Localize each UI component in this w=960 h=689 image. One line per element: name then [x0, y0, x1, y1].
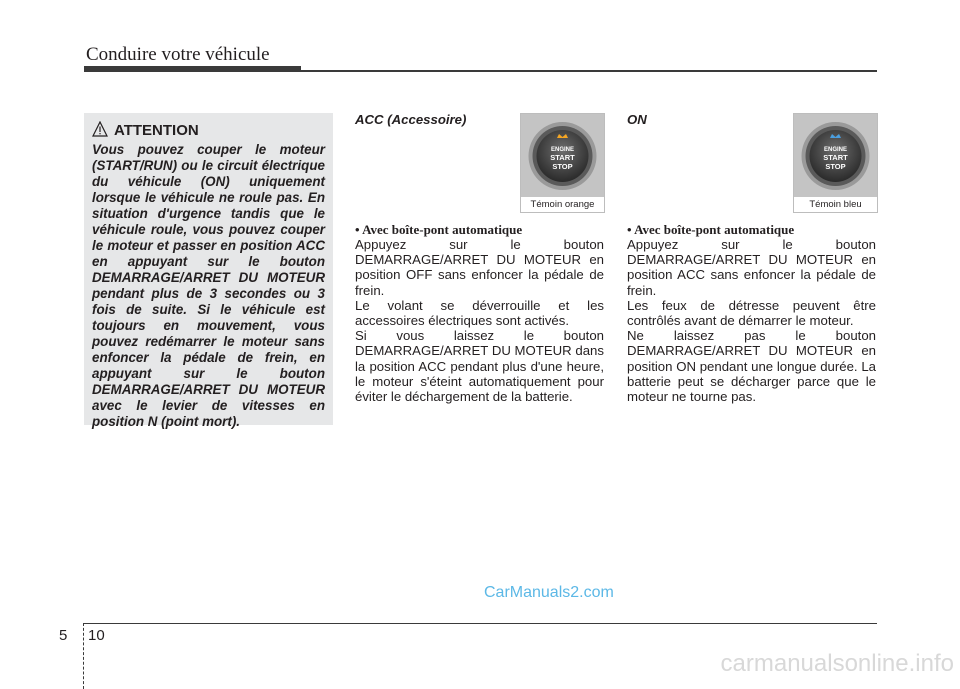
on-section-title: ON	[627, 112, 647, 127]
footer-rule	[84, 623, 877, 624]
acc-photo-caption: Témoin orange	[521, 197, 604, 212]
page-header-title: Conduire votre véhicule	[86, 44, 270, 65]
acc-paragraph: Appuyez sur le bouton DEMARRAGE/ARRET DU MOTEUR en position OFF sans enfoncer la pédale de frein.	[355, 237, 604, 298]
button-text-start: START	[550, 153, 575, 162]
button-text-engine: ENGINE	[550, 147, 575, 153]
acc-body	[355, 237, 604, 404]
on-paragraph: Les feux de détresse peuvent être contrôlés avant de démarrer le moteur.	[627, 297, 876, 329]
on-bullet: • Avec boîte-pont automatique	[627, 222, 795, 237]
warning-title: ATTENTION	[114, 122, 199, 139]
on-paragraph: Ne laissez pas le bouton DEMARRAGE/ARRET DU MOTEUR en position ON pendant une longue durée. La batterie peut se décharger parce que le moteur ne tourne pas.	[627, 328, 876, 405]
button-text-stop: STOP	[552, 162, 573, 171]
acc-paragraph: Si vous laissez le bouton DEMARRAGE/ARRET DU MOTEUR dans la position ACC pendant plus d'une heure, le moteur s'éteint automatiquement pour éviter le déchargement de la batterie.	[355, 328, 604, 405]
button-text-stop: STOP	[825, 162, 846, 171]
on-body	[627, 237, 876, 404]
chapter-number: 5	[59, 627, 68, 644]
footer-divider	[83, 623, 84, 689]
acc-section-title: ACC (Accessoire)	[355, 112, 467, 127]
acc-bullet: • Avec boîte-pont automatique	[355, 222, 523, 237]
acc-paragraph: Le volant se déverrouille et les accessoires électriques sont activés.	[355, 297, 604, 329]
warning-triangle-icon	[92, 121, 108, 137]
on-button-photo	[793, 113, 878, 213]
warning-text: Vous pouvez couper le moteur (START/RUN) ou le circuit électrique du véhicule (ON) uniquement lorsque le véhicule ne roule pas. En situation d'urgence tandis que le véhicule roule, vous pouvez couper le moteur et passer en position ACC en appuyant sur le bouton DEMARRAGE/ARRET DU MOTEUR pendant plus de 3 secondes ou 3 fois de suite. Si le véhicule est toujours en mouvement, vous pouvez redémarrer le moteur sans enfoncer la pédale de frein, en appuyant sur le bouton DEMARRAGE/ARRET DU MOTEUR avec le levier de vitesses en position N (point mort).	[92, 142, 325, 429]
button-text-start: START	[823, 153, 848, 162]
watermark-carmanuals2[interactable]: CarManuals2.com	[484, 584, 614, 601]
header-rule	[300, 70, 877, 72]
on-photo-caption: Témoin bleu	[794, 197, 877, 212]
button-text-engine: ENGINE	[823, 147, 848, 153]
on-paragraph: Appuyez sur le bouton DEMARRAGE/ARRET DU MOTEUR en position ACC sans enfoncer la pédale de frein.	[627, 237, 876, 298]
page-number: 10	[88, 627, 105, 644]
acc-button-photo	[520, 113, 605, 213]
header-bar	[84, 66, 301, 72]
warning-header	[92, 121, 332, 141]
watermark-carmanualsonline[interactable]: carmanualsonline.info	[720, 650, 954, 677]
